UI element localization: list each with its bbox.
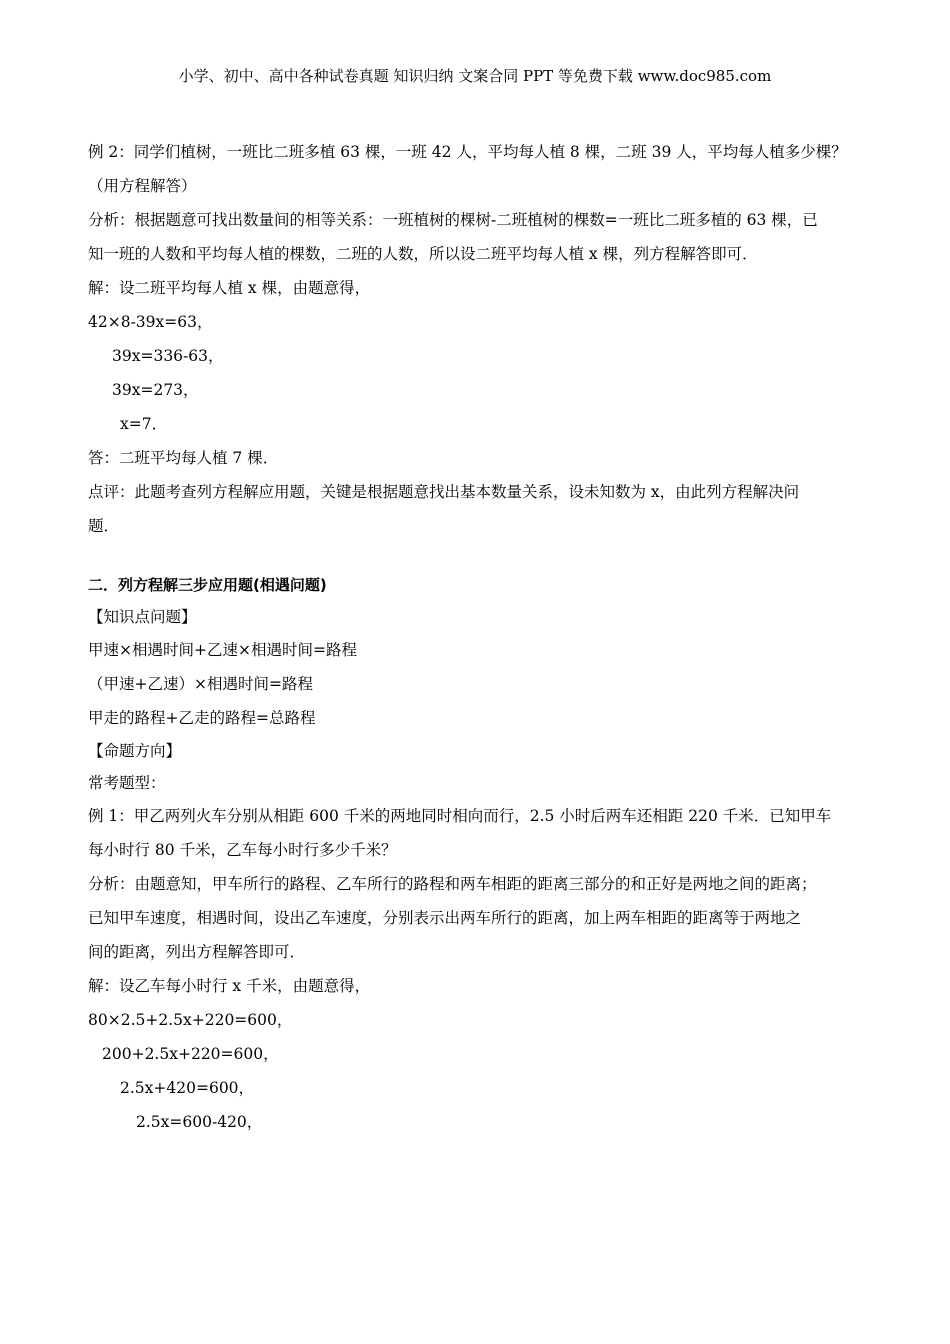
example2-comment-line1: 点评：此题考查列方程解应用题，关键是根据题意找出基本数量关系，设未知数为 x，由此列方程解决问 [88,483,800,501]
example1-analysis-line1: 分析：由题意知，甲车所行的路程、乙车所行的路程和两车相距的距离三部分的和正好是两地之间的距离； [88,875,817,893]
example1-analysis-line2: 已知甲车速度，相遇时间，设出乙车速度，分别表示出两车所行的距离，加上两车相距的距离等于两地之 [88,909,802,927]
example2-equation-4: x=7． [120,415,168,433]
example1-solution-intro: 解：设乙车每小时行 x 千米，由题意得， [88,977,371,995]
direction-label: 【命题方向】 [88,742,182,760]
example2-answer: 答：二班平均每人植 7 棵． [88,449,279,467]
example2-analysis-line1: 分析：根据题意可找出数量间的相等关系：一班植树的棵树-二班植树的棵数=一班比二班多植的 63 棵，已 [88,211,818,229]
example1-equation-3: 2.5x+420=600， [120,1079,255,1097]
formula-1: 甲速×相遇时间+乙速×相遇时间=路程 [88,641,357,659]
example2-comment-line2: 题． [88,517,120,535]
example1-analysis-line3: 间的距离，列出方程解答即可． [88,943,306,961]
formula-3: 甲走的路程+乙走的路程=总路程 [88,709,316,727]
example1-equation-4: 2.5x=600-420， [136,1113,263,1131]
knowledge-label: 【知识点问题】 [88,608,197,626]
document-body [88,135,878,1139]
example2-question-line2: （用方程解答） [88,177,197,195]
example2-equation-3: 39x=273， [112,381,199,399]
example2-question-line1: 例 2：同学们植树，一班比二班多植 63 棵，一班 42 人，平均每人植 8 棵，二班 39 人，平均每人植多少棵？ [88,143,847,161]
example2-analysis-line2: 知一班的人数和平均每人植的棵数，二班的人数，所以设二班平均每人植 x 棵，列方程解答即可． [88,245,758,263]
section2-heading: 二．列方程解三步应用题(相遇问题) [88,576,327,594]
example2-solution-intro: 解：设二班平均每人植 x 棵，由题意得， [88,279,371,297]
example2-equation-1: 42×8-39x=63， [88,313,213,331]
example1-equation-2: 200+2.5x+220=600， [102,1045,279,1063]
common-types-label: 常考题型： [88,774,166,792]
example1-equation-1: 80×2.5+2.5x+220=600， [88,1011,293,1029]
formula-2: （甲速+乙速）×相遇时间=路程 [88,675,313,693]
page-header: 小学、初中、高中各种试卷真题 知识归纳 文案合同 PPT 等免费下载 www.doc985.com [178,67,772,85]
example1-question-line2: 每小时行 80 千米，乙车每小时行多少千米？ [88,841,397,859]
example1-question-line1: 例 1：甲乙两列火车分别从相距 600 千米的两地同时相向而行，2.5 小时后两车还相距 220 千米．已知甲车 [88,807,832,825]
example2-equation-2: 39x=336-63， [112,347,224,365]
